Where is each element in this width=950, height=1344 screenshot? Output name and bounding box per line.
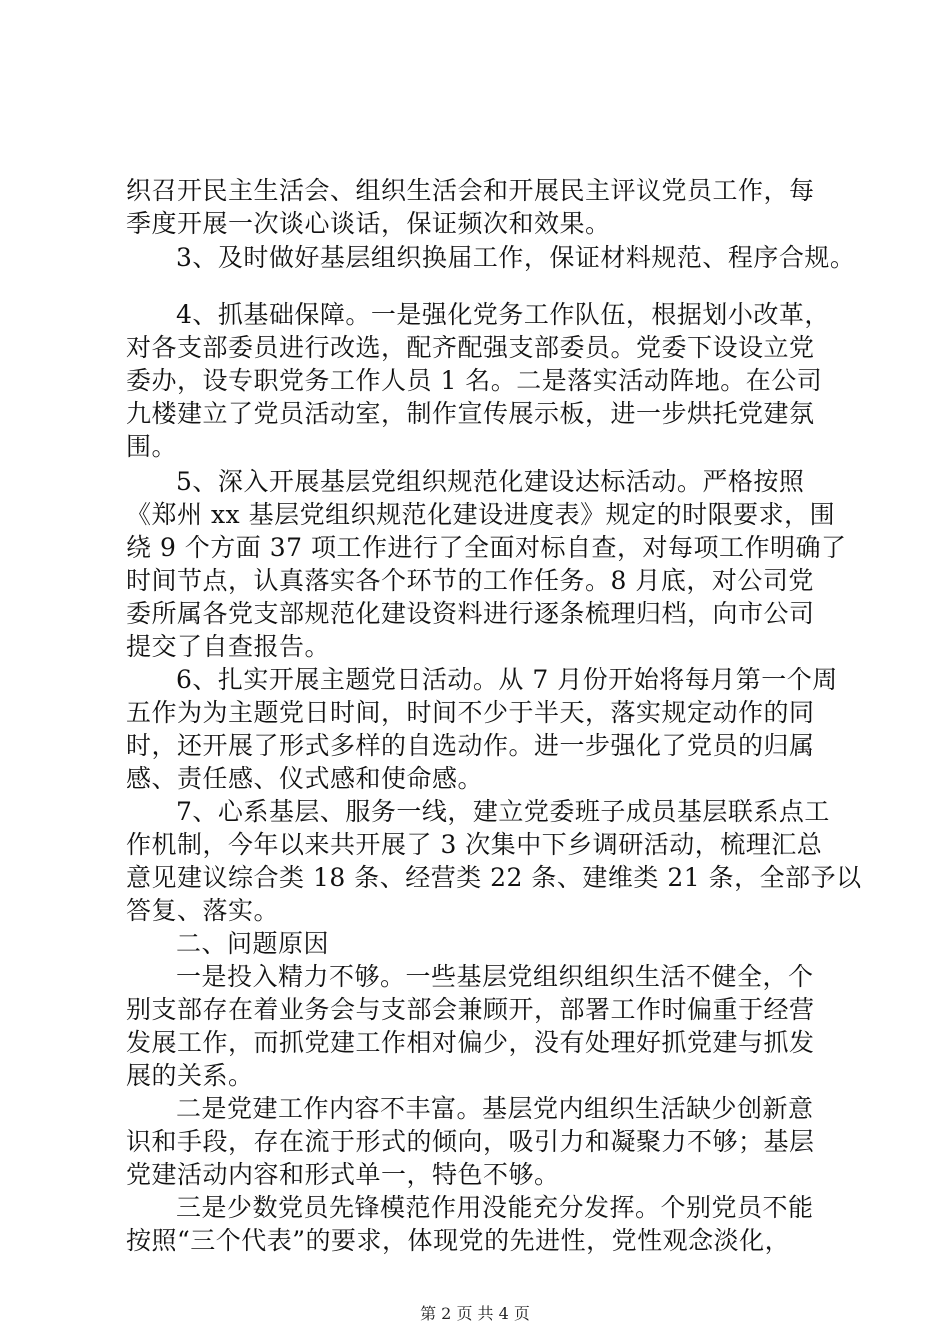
body-line: 时间节点，认真落实各个环节的工作任务。8 月底，对公司党	[126, 566, 814, 595]
body-line: 6、扎实开展主题党日活动。从 7 月份开始将每月第一个周	[176, 665, 838, 694]
body-line: 提交了自查报告。	[126, 632, 331, 661]
page-footer: 第 2 页 共 4 页	[420, 1304, 530, 1323]
body-line: 5、深入开展基层党组织规范化建设达标活动。严格按照	[176, 467, 805, 496]
body-line: 别支部存在着业务会与支部会兼顾开，部署工作时偏重于经营	[126, 995, 815, 1024]
body-line: 答复、落实。	[126, 896, 280, 925]
body-line: 三是少数党员先锋模范作用没能充分发挥。个别党员不能	[176, 1193, 814, 1222]
body-line: 7、心系基层、服务一线，建立党委班子成员基层联系点工	[176, 797, 830, 826]
body-line: 《郑州 xx 基层党组织规范化建设进度表》规定的时限要求，围	[126, 500, 836, 529]
body-line: 意见建议综合类 18 条、经营类 22 条、建维类 21 条，全部予以	[126, 863, 862, 892]
body-line: 九楼建立了党员活动室，制作宣传展示板，进一步烘托党建氛	[126, 399, 815, 428]
body-line: 时，还开展了形式多样的自选动作。进一步强化了党员的归属	[126, 731, 815, 760]
body-line: 展的关系。	[126, 1061, 254, 1090]
body-line: 委办，设专职党务工作人员 1 名。二是落实活动阵地。在公司	[126, 366, 823, 395]
body-line: 3、及时做好基层组织换届工作，保证材料规范、程序合规。	[176, 243, 856, 272]
body-line: 党建活动内容和形式单一，特色不够。	[126, 1160, 560, 1189]
body-line: 围。	[126, 432, 178, 461]
body-line: 绕 9 个方面 37 项工作进行了全面对标自查，对每项工作明确了	[126, 533, 847, 562]
body-line: 季度开展一次谈心谈话，保证频次和效果。	[126, 209, 611, 238]
body-line: 对各支部委员进行改选，配齐配强支部委员。党委下设设立党	[126, 333, 815, 362]
body-line: 按照“三个代表”的要求，体现党的先进性，党性观念淡化，	[126, 1226, 791, 1255]
body-line: 委所属各党支部规范化建设资料进行逐条梳理归档，向市公司	[126, 599, 815, 628]
body-line: 感、责任感、仪式感和使命感。	[126, 764, 484, 793]
body-line: 五作为为主题党日时间，时间不少于半天，落实规定动作的同	[126, 698, 815, 727]
body-line: 一是投入精力不够。一些基层党组织组织生活不健全，个	[176, 962, 814, 991]
body-line: 发展工作，而抓党建工作相对偏少，没有处理好抓党建与抓发	[126, 1028, 815, 1057]
body-line: 4、抓基础保障。一是强化党务工作队伍，根据划小改革，	[176, 300, 830, 329]
body-line: 二是党建工作内容不丰富。基层党内组织生活缺少创新意	[176, 1094, 814, 1123]
body-line: 织召开民主生活会、组织生活会和开展民主评议党员工作，每	[126, 176, 815, 205]
body-line: 识和手段，存在流于形式的倾向，吸引力和凝聚力不够；基层	[126, 1127, 815, 1156]
body-line: 作机制，今年以来共开展了 3 次集中下乡调研活动，梳理汇总	[126, 830, 823, 859]
section-heading: 二、问题原因	[176, 929, 330, 958]
